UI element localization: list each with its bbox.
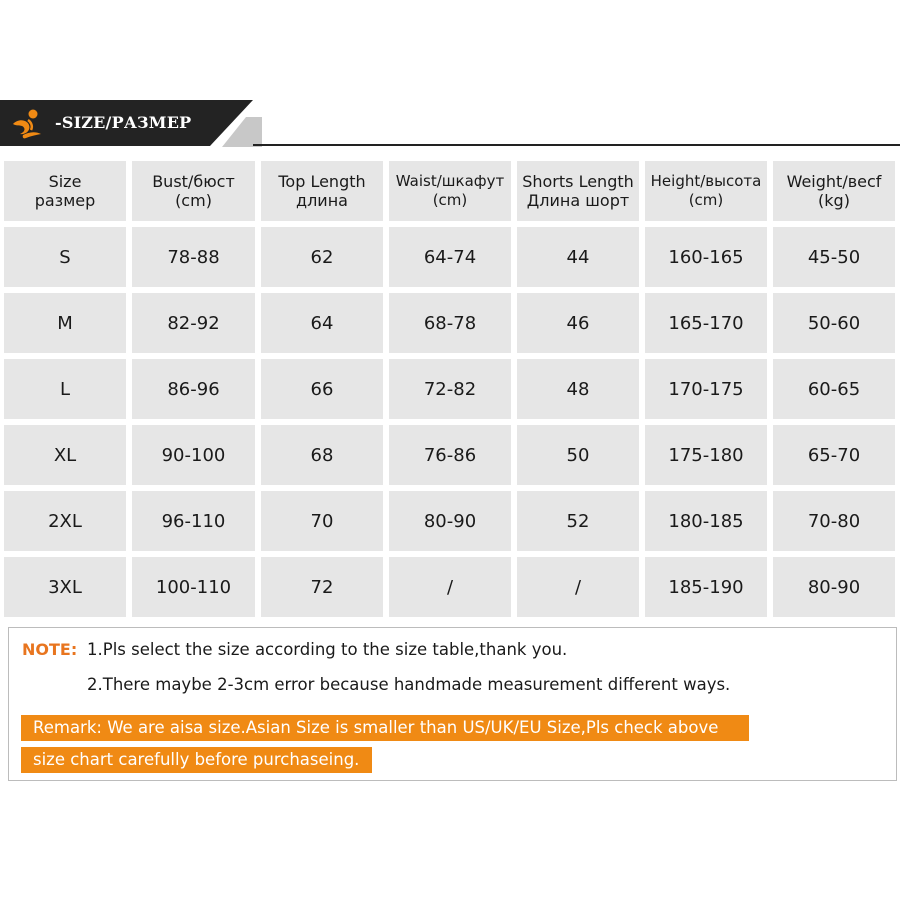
cell-waist: 80-90 (389, 491, 511, 551)
table-row (4, 227, 895, 287)
cell-size: 2XL (4, 491, 126, 551)
cell-bust: 100-110 (132, 557, 255, 617)
cell-weight: 65-70 (773, 425, 895, 485)
notes-box (8, 627, 897, 781)
cell-shorts-length: 50 (517, 425, 639, 485)
cell-height: 175-180 (645, 425, 767, 485)
cell-size: M (4, 293, 126, 353)
remark-line-2: size chart carefully before purchaseing. (21, 747, 372, 773)
cell-height: 165-170 (645, 293, 767, 353)
cell-height: 160-165 (645, 227, 767, 287)
cell-top-length: 66 (261, 359, 383, 419)
cell-shorts-length: 46 (517, 293, 639, 353)
cell-bust: 78-88 (132, 227, 255, 287)
cell-top-length: 62 (261, 227, 383, 287)
cell-waist: 64-74 (389, 227, 511, 287)
cell-weight: 70-80 (773, 491, 895, 551)
cell-bust: 86-96 (132, 359, 255, 419)
table-row (4, 359, 895, 419)
cell-waist: 68-78 (389, 293, 511, 353)
cell-top-length: 68 (261, 425, 383, 485)
cell-weight: 60-65 (773, 359, 895, 419)
cell-height: 170-175 (645, 359, 767, 419)
cell-top-length: 72 (261, 557, 383, 617)
column-header-top-length: Top Length длина (261, 161, 383, 221)
cell-size: S (4, 227, 126, 287)
header-divider (253, 144, 900, 146)
note-line-1: 1.Pls select the size according to the size table,thank you. (87, 640, 568, 659)
column-header-weight: Weight/весf (kg) (773, 161, 895, 221)
cell-shorts-length: 52 (517, 491, 639, 551)
cell-size: 3XL (4, 557, 126, 617)
table-row (4, 425, 895, 485)
cell-height: 180-185 (645, 491, 767, 551)
table-row (4, 491, 895, 551)
cell-waist: 76-86 (389, 425, 511, 485)
note-line-2: 2.There maybe 2-3cm error because handmade measurement different ways. (87, 675, 731, 694)
remark-line-1: Remark: We are aisa size.Asian Size is smaller than US/UK/EU Size,Pls check above (21, 715, 749, 741)
table-row (4, 557, 895, 617)
column-header-waist: Waist/шкафут (cm) (389, 161, 511, 221)
cell-top-length: 70 (261, 491, 383, 551)
cell-waist: 72-82 (389, 359, 511, 419)
cell-weight: 80-90 (773, 557, 895, 617)
cell-shorts-length: 48 (517, 359, 639, 419)
cell-waist: / (389, 557, 511, 617)
cell-shorts-length: 44 (517, 227, 639, 287)
cell-top-length: 64 (261, 293, 383, 353)
column-header-height: Height/высота (cm) (645, 161, 767, 221)
cell-height: 185-190 (645, 557, 767, 617)
table-header-row (4, 161, 895, 221)
cell-shorts-length: / (517, 557, 639, 617)
cell-size: L (4, 359, 126, 419)
cell-weight: 45-50 (773, 227, 895, 287)
column-header-size: Size размер (4, 161, 126, 221)
cell-size: XL (4, 425, 126, 485)
column-header-shorts-length: Shorts Length Длина шорт (517, 161, 639, 221)
table-row (4, 293, 895, 353)
cell-bust: 96-110 (132, 491, 255, 551)
page-title: -SIZE/РАЗМЕР (55, 113, 192, 132)
cell-bust: 90-100 (132, 425, 255, 485)
note-label: NOTE: (22, 640, 78, 659)
size-chart-table (0, 155, 900, 623)
cell-bust: 82-92 (132, 293, 255, 353)
cell-weight: 50-60 (773, 293, 895, 353)
column-header-bust: Bust/бюст (cm) (132, 161, 255, 221)
ribbon-logo-icon (9, 108, 43, 140)
